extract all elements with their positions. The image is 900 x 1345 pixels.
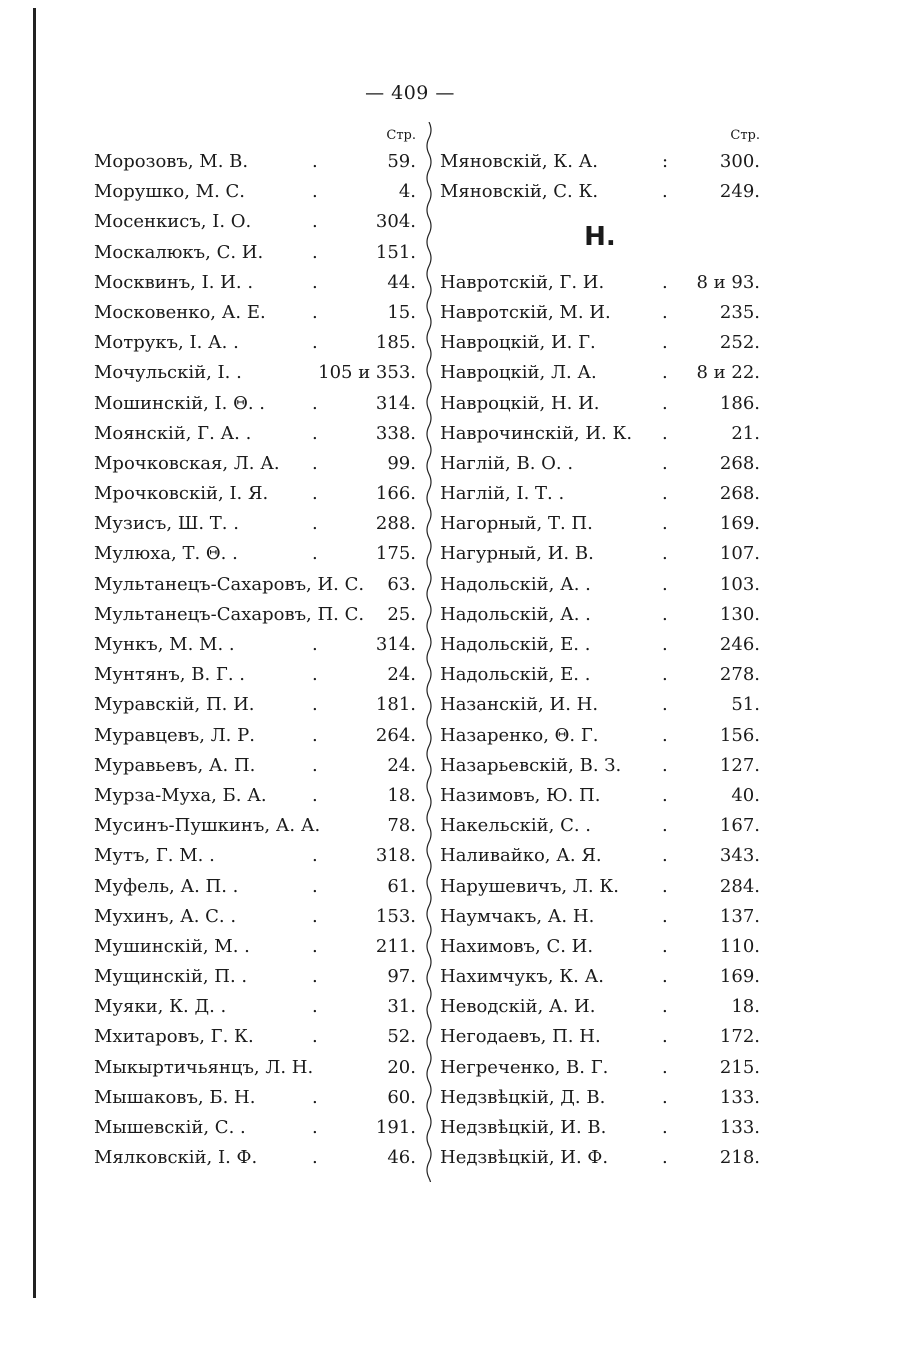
entry-name: Мышаковъ, Б. Н. [94,1086,256,1108]
entry-page-number: 343. [719,845,760,867]
entry-leader-dot: . [312,271,318,293]
entry-name: Надольскій, А. . [440,603,591,625]
index-entry [94,721,416,751]
entry-page-number: 284. [719,875,760,897]
entry-page-number: 288. [375,513,416,535]
entry-page-number: 61. [387,875,416,897]
entry-page-number: 172. [719,1026,760,1048]
entry-leader-dot: . [662,1117,668,1139]
entry-page-number: 63. [387,573,416,595]
entry-page-number: 18. [387,784,416,806]
entry-name: Московенко, А. Е. [94,301,266,323]
entry-leader-dot: . [662,362,668,384]
index-entry [440,690,760,720]
entry-name: Мышевскій, С. . [94,1117,246,1138]
entry-name: Мункъ, М. М. . [94,634,235,655]
entry-page-number: 59. [387,151,416,172]
entry-name: Наливайко, А. Я. [440,845,602,867]
index-entry [94,419,416,449]
entry-name: Навроцкій, Н. И. [440,392,600,414]
entry-name: Нарушевичъ, Л. К. [440,875,619,897]
index-entry [440,630,760,660]
index-entry [94,389,416,419]
entry-page-number: 249. [719,181,760,203]
entry-leader-dot: . [662,724,668,746]
entry-page-number: 215. [719,1056,760,1078]
entry-leader-dot: . [312,966,318,988]
column-header-right: Стр. [730,128,760,143]
entry-name: Неводскій, А. И. [440,996,596,1018]
index-entry [440,751,760,781]
entry-page-number: 252. [719,332,760,354]
entry-name: Мурза-Муха, Б. А. [94,784,267,806]
entry-page-number: 338. [375,422,416,444]
entry-leader-dot: . [312,422,318,444]
index-entry [440,932,760,962]
entry-name: Надольскій, Е. . [440,664,591,686]
entry-leader-dot: . [312,634,318,655]
entry-page-number: 211. [375,935,416,957]
entry-page-number: 318. [375,845,416,867]
index-entry [440,660,760,690]
entry-leader-dot: . [662,875,668,897]
entry-page-number: 167. [719,815,760,837]
entry-name: Негодаевъ, П. Н. [440,1026,601,1048]
index-entry [440,539,760,569]
entry-page-number: 314. [375,634,416,655]
entry-leader-dot: . [312,181,318,203]
entry-name: Мхитаровъ, Г. К. [94,1026,254,1048]
entry-name: Москвинъ, І. И. . [94,271,254,293]
entry-page-number: 8 и 22. [696,362,760,384]
index-entry [440,1113,760,1143]
entry-leader-dot: . [662,1026,668,1048]
entry-leader-dot: . [662,694,668,716]
entry-name: Наглій, І. Т. . [440,483,565,505]
index-entry [94,539,416,569]
entry-name: Москалюкъ, С. И. [94,241,264,263]
entry-name: Мутъ, Г. М. . [94,845,215,867]
entry-leader-dot: . [662,784,668,806]
entry-list-right-n [440,268,760,1174]
index-entry [94,479,416,509]
index-entry [94,147,416,177]
entry-leader-dot: . [662,1056,668,1078]
index-entry [440,841,760,871]
entry-leader-dot: . [312,724,318,746]
index-entry [440,811,760,841]
entry-leader-dot: . [312,1117,318,1138]
index-entry [440,1143,760,1173]
entry-leader-dot: . [662,905,668,927]
index-entry [440,781,760,811]
entry-name: Мухинъ, А. С. . [94,905,237,927]
entry-leader-dot: . [312,483,318,505]
entry-page-number: 186. [719,392,760,414]
entry-name: Мунтянъ, В. Г. . [94,664,245,686]
entry-leader-dot: . [662,483,668,505]
entry-leader-dot: . [312,754,318,776]
index-entry [94,932,416,962]
entry-name: Нагурный, И. В. [440,543,594,565]
index-entry [440,147,760,177]
index-entry [94,298,416,328]
entry-page-number: 25. [387,603,416,625]
entry-name: Мультанецъ-Сахаровъ, П. С. [94,603,365,625]
entry-name: Наврочинскій, И. К. [440,422,633,444]
entry-leader-dot: . [312,664,318,686]
entry-page-number: 31. [387,996,416,1018]
entry-page-number: 21. [731,422,760,444]
entry-page-number: 235. [719,301,760,323]
entry-name: Морозовъ, М. В. [94,151,249,172]
entry-page-number: 15. [387,301,416,323]
entry-page-number: 99. [387,452,416,474]
entry-name: Недзвѣцкій, И. Ф. [440,1147,609,1169]
entry-page-number: 151. [375,241,416,263]
entry-leader-dot: . [662,301,668,323]
index-entry [94,751,416,781]
entry-name: Мошинскій, І. Θ. . [94,392,265,414]
entry-leader-dot: . [662,573,668,595]
entry-name: Мультанецъ-Сахаровъ, И. С. [94,573,365,595]
entry-name: Мулюха, Т. Θ. . [94,543,238,565]
entry-name: Мяновскій, С. К. [440,181,599,203]
index-entry [94,962,416,992]
index-entry [94,207,416,237]
entry-name: Муяки, К. Д. . [94,996,227,1018]
entry-page-number: 191. [375,1117,416,1138]
entry-leader-dot: . [662,603,668,625]
entry-list-left [94,147,416,1173]
entry-leader-dot: . [662,422,668,444]
entry-name: Моянскій, Г. А. . [94,422,252,444]
index-entry [94,1083,416,1113]
entry-page-number: 166. [375,483,416,505]
entry-name: Наглій, В. О. . [440,452,574,474]
index-entry [94,1022,416,1052]
entry-leader-dot: . [312,332,318,354]
entry-name: Недзвѣцкій, И. В. [440,1117,607,1139]
index-entry [94,449,416,479]
index-entry [440,177,760,207]
index-entry [440,389,760,419]
entry-page-number: 40. [731,784,760,806]
index-entry [440,479,760,509]
index-entry [94,660,416,690]
entry-page-number: 169. [719,966,760,988]
entry-page-number: 44. [387,271,416,293]
entry-leader-dot: . [662,452,668,474]
index-entry [440,1083,760,1113]
entry-leader-dot: . [662,181,668,203]
index-entry [440,721,760,751]
entry-leader-dot: . [662,634,668,656]
entry-leader-dot: . [312,1147,318,1169]
entry-leader-dot: . [662,996,668,1018]
entry-name: Нахимовъ, С. И. [440,935,594,957]
entry-name: Муравскій, П. И. [94,694,255,716]
index-entry [94,1113,416,1143]
entry-leader-dot: . [312,905,318,927]
entry-page-number: 268. [719,483,760,505]
entry-name: Мотрукъ, І. А. . [94,332,239,354]
entry-page-number: 133. [719,1086,760,1108]
index-entry [440,1022,760,1052]
entry-leader-dot: . [662,513,668,535]
index-entry [94,177,416,207]
index-entry [94,630,416,660]
entry-page-number: 20. [387,1056,416,1078]
entry-leader-dot: . [312,1086,318,1108]
entry-page-number: 218. [719,1147,760,1169]
entry-page-number: 103. [719,573,760,595]
index-entry [94,1143,416,1173]
entry-name: Муфель, А. П. . [94,875,239,897]
entry-page-number: 304. [375,211,416,233]
entry-name: Накельскій, С. . [440,815,592,837]
index-entry [94,328,416,358]
entry-page-number: 264. [375,724,416,746]
entry-page-number: 78. [387,815,416,837]
entry-page-number: 107. [719,543,760,565]
entry-name: Назимовъ, Ю. П. [440,784,601,806]
entry-leader-dot: . [662,332,668,354]
index-entry [94,509,416,539]
index-entry [94,872,416,902]
entry-name: Навротскій, М. И. [440,301,611,323]
entry-page-number: 52. [387,1026,416,1048]
entry-name: Мрочковскій, І. Я. [94,483,269,505]
entry-page-number: 137. [719,905,760,927]
entry-page-number: 127. [719,754,760,776]
index-entry [94,268,416,298]
entry-leader-dot: . [312,935,318,957]
entry-name: Музисъ, Ш. Т. . [94,513,239,535]
index-column-right [440,125,760,1173]
entry-leader-dot: . [312,392,318,414]
index-entry [440,902,760,932]
entry-page-number: 130. [719,603,760,625]
entry-name: Назанскій, И. Н. [440,694,599,716]
entry-name: Наумчакъ, А. Н. [440,905,595,927]
entry-name: Недзвѣцкій, Д. В. [440,1086,606,1108]
entry-name: Мосенкисъ, І. О. [94,211,252,233]
entry-page-number: 278. [719,664,760,686]
entry-page-number: 268. [719,452,760,474]
index-entry [94,690,416,720]
entry-name: Мялковскій, І. Ф. [94,1147,258,1169]
entry-leader-dot: . [662,392,668,414]
entry-leader-dot: . [312,301,318,323]
entry-leader-dot: . [312,875,318,897]
column-divider [424,122,434,1182]
entry-leader-dot: . [662,845,668,867]
entry-page-number: 133. [719,1117,760,1139]
index-entry [94,811,416,841]
entry-page-number: 300. [719,151,760,172]
entry-leader-dot: . [662,664,668,686]
entry-name: Нагорный, Т. П. [440,513,593,535]
entry-leader-dot: . [662,1147,668,1169]
entry-name: Мяновскій, К. А. [440,151,599,172]
entry-leader-dot: . [312,996,318,1018]
index-entry [94,992,416,1022]
entry-name: Мушинскій, М. . [94,935,250,957]
entry-page-number: 110. [719,935,760,957]
section-letter-heading: Н. [584,222,616,253]
entry-name: Назарьевскій, В. З. [440,754,622,776]
index-entry [440,419,760,449]
index-entry [94,600,416,630]
entry-leader-dot: . [312,784,318,806]
entry-page-number: 8 и 93. [696,271,760,293]
entry-page-number: 175. [375,543,416,565]
entry-name: Муравцевъ, Л. Р. [94,724,255,746]
index-entry [440,328,760,358]
index-entry [440,298,760,328]
index-entry [94,841,416,871]
index-entry [440,268,760,298]
entry-name: Мрочковская, Л. А. [94,452,280,474]
entry-name: Мусинъ-Пушкинъ, А. А. [94,815,321,837]
index-entry [440,992,760,1022]
index-entry [440,509,760,539]
entry-page-number: 24. [387,664,416,686]
entry-list-right-m [440,147,760,207]
index-entry [94,902,416,932]
entry-name: Мущинскій, П. . [94,966,248,988]
index-entry [440,872,760,902]
entry-name: Негреченко, В. Г. [440,1056,609,1078]
entry-leader-dot: . [312,694,318,716]
entry-page-number: 46. [387,1147,416,1169]
entry-page-number: 60. [387,1086,416,1108]
entry-leader-dot: . [662,815,668,837]
entry-leader-dot: . [312,452,318,474]
entry-name: Мочульскій, І. . [94,362,242,384]
entry-page-number: 156. [719,724,760,746]
entry-leader-dot: . [312,151,318,172]
entry-leader-dot: . [312,543,318,565]
entry-name: Навротскій, Г. И. [440,271,605,293]
entry-name: Муравьевъ, А. П. [94,754,256,776]
page-number: — 409 — [365,82,455,104]
entry-name: Нахимчукъ, К. А. [440,966,604,988]
entry-name: Мыкыртичьянцъ, Л. Н. [94,1056,314,1078]
entry-page-number: 314. [375,392,416,414]
index-column-left [94,125,416,1173]
entry-leader-dot: . [312,241,318,263]
index-entry [440,570,760,600]
entry-page-number: 51. [731,694,760,716]
index-entry [94,358,416,388]
entry-leader-dot: : [662,151,669,172]
index-entry [440,962,760,992]
index-entry [440,600,760,630]
entry-leader-dot: . [662,966,668,988]
entry-leader-dot: . [312,1026,318,1048]
entry-leader-dot: . [662,935,668,957]
entry-name: Надольскій, А. . [440,573,591,595]
index-entry [440,449,760,479]
index-entry [94,238,416,268]
entry-leader-dot: . [312,513,318,535]
entry-page-number: 97. [387,966,416,988]
entry-page-number: 24. [387,754,416,776]
index-entry [440,1053,760,1083]
index-entry [94,781,416,811]
entry-leader-dot: . [312,845,318,867]
entry-page-number: 153. [375,905,416,927]
page-binding-edge [33,8,36,1298]
column-header-left: Стр. [386,128,416,143]
entry-leader-dot: . [662,754,668,776]
entry-name: Морушко, М. С. [94,181,246,203]
index-entry [94,570,416,600]
entry-name: Навроцкій, И. Г. [440,332,596,354]
entry-leader-dot: . [312,211,318,233]
entry-name: Надольскій, Е. . [440,634,591,656]
entry-page-number: 169. [719,513,760,535]
entry-name: Назаренко, Θ. Г. [440,724,599,746]
entry-leader-dot: . [662,1086,668,1108]
entry-name: Навроцкій, Л. А. [440,362,597,384]
entry-page-number: 185. [375,332,416,354]
entry-page-number: 105 и 353. [318,362,416,384]
entry-page-number: 181. [375,694,416,716]
entry-page-number: 18. [731,996,760,1018]
entry-leader-dot: . [662,271,668,293]
entry-page-number: 246. [719,634,760,656]
entry-leader-dot: . [662,543,668,565]
index-entry [94,1053,416,1083]
index-entry [440,358,760,388]
entry-page-number: 4. [398,181,416,203]
